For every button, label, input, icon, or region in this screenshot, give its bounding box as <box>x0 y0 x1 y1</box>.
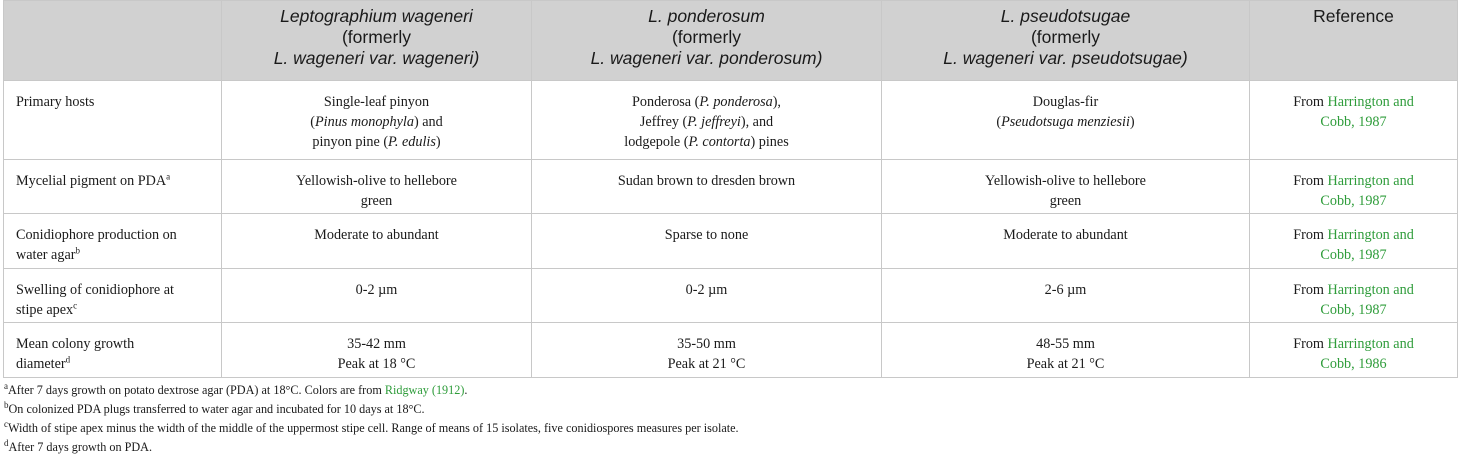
reference-link[interactable]: Harrington and <box>1327 94 1414 110</box>
cell-wageneri: 35-42 mm Peak at 18 °C <box>222 323 532 378</box>
footnote-mark: c <box>73 300 78 311</box>
reference-link[interactable]: Cobb, 1987 <box>1320 114 1387 130</box>
row-label: Swelling of conidiophore at stipe apex$^c$ <box>4 269 222 323</box>
header-former-name: L. wageneri var. wageneri) <box>273 48 480 68</box>
header-blank <box>4 1 222 81</box>
reference-link[interactable]: Cobb, 1987 <box>1320 247 1387 263</box>
cell-wageneri: Yellowish-olive to hellebore green <box>222 160 532 214</box>
cell-reference: From Harrington and Cobb, 1987 <box>1250 269 1458 323</box>
header-formerly: (formerly <box>341 27 412 47</box>
cell-pseudotsugae: Moderate to abundant <box>882 214 1250 269</box>
table-footnotes <box>3 381 1457 457</box>
cell-pseudotsugae: Yellowish-olive to hellebore green <box>882 160 1250 214</box>
footnote-b: $^b$On colonized PDA plugs transferred to water agar and incubated for 10 days at 18°C. <box>4 399 425 416</box>
cell-reference: From Harrington and Cobb, 1987 <box>1250 214 1458 269</box>
header-reference: Reference <box>1250 1 1458 81</box>
header-formerly: (formerly <box>671 27 742 47</box>
reference-link[interactable]: Harrington and <box>1327 173 1414 189</box>
cell-wageneri: Single-leaf pinyon (Pinus monophyla) and pinyon pine (P. edulis) <box>222 81 532 160</box>
header-l-ponderosum <box>532 1 882 81</box>
reference-link[interactable]: Harrington and <box>1327 227 1414 243</box>
header-species: Leptographium wageneri <box>280 6 473 26</box>
header-formerly: (formerly <box>1030 27 1101 47</box>
footnote-mark: a <box>166 171 171 182</box>
header-former-name: L. wageneri var. pseudotsugae) <box>943 48 1188 68</box>
cell-pseudotsugae: 2-6 µm <box>882 269 1250 323</box>
cell-pseudotsugae: Douglas-fir (Pseudotsuga menziesii) <box>882 81 1250 160</box>
footnote-mark: b <box>75 245 80 256</box>
table-row <box>4 81 1458 160</box>
cell-ponderosum: Sparse to none <box>532 214 882 269</box>
row-label: Conidiophore production on water agar$^b$ <box>4 214 222 269</box>
row-label: Mycelial pigment on PDA$^a$ <box>4 160 222 214</box>
cell-reference: From Harrington and Cobb, 1987 <box>1250 160 1458 214</box>
row-label: Mean colony growth diameter$^d$ <box>4 323 222 378</box>
footnote-mark: d <box>65 354 71 365</box>
table-row <box>4 160 1458 214</box>
cell-ponderosum: Ponderosa (P. ponderosa), Jeffrey (P. jeffreyi), and lodgepole (P. contorta) pines <box>532 81 882 160</box>
header-leptographium-wageneri <box>222 1 532 81</box>
header-l-pseudotsugae <box>882 1 1250 81</box>
footnote-c: $^c$Width of stipe apex minus the width of the middle of the uppermost stipe cell. Range of means of 15 isolates, five conidiospores measures per isolate. <box>4 418 739 435</box>
cell-ponderosum: Sudan brown to dresden brown <box>532 160 882 214</box>
row-label: Primary hosts <box>4 81 222 160</box>
reference-link[interactable]: Harrington and <box>1327 282 1414 298</box>
reference-link[interactable]: Harrington and <box>1327 336 1414 352</box>
reference-link[interactable]: Cobb, 1986 <box>1320 356 1387 372</box>
cell-ponderosum: 35-50 mm Peak at 21 °C <box>532 323 882 378</box>
cell-wageneri: 0-2 µm <box>222 269 532 323</box>
table-row <box>4 323 1458 378</box>
cell-ponderosum: 0-2 µm <box>532 269 882 323</box>
reference-link[interactable]: Cobb, 1987 <box>1320 193 1387 209</box>
cell-reference: From Harrington and Cobb, 1986 <box>1250 323 1458 378</box>
reference-link[interactable]: Cobb, 1987 <box>1320 302 1387 318</box>
footnote-a: $^a$After 7 days growth on potato dextrose agar (PDA) at 18°C. Colors are from Ridgway (1912). <box>4 380 468 397</box>
table-row <box>4 269 1458 323</box>
cell-pseudotsugae: 48-55 mm Peak at 21 °C <box>882 323 1250 378</box>
table-wrapper <box>3 0 1457 457</box>
ridgway-link[interactable]: Ridgway (1912) <box>384 383 465 397</box>
comparison-table <box>3 0 1458 378</box>
footnote-d: $^d$After 7 days growth on PDA. <box>4 437 153 454</box>
header-species: L. pseudotsugae <box>1000 6 1131 26</box>
cell-wageneri: Moderate to abundant <box>222 214 532 269</box>
table-row <box>4 214 1458 269</box>
header-row <box>4 1 1458 81</box>
cell-reference: From Harrington and Cobb, 1987 <box>1250 81 1458 160</box>
header-species: L. ponderosum <box>648 6 765 26</box>
header-former-name: L. wageneri var. ponderosum) <box>590 48 823 68</box>
